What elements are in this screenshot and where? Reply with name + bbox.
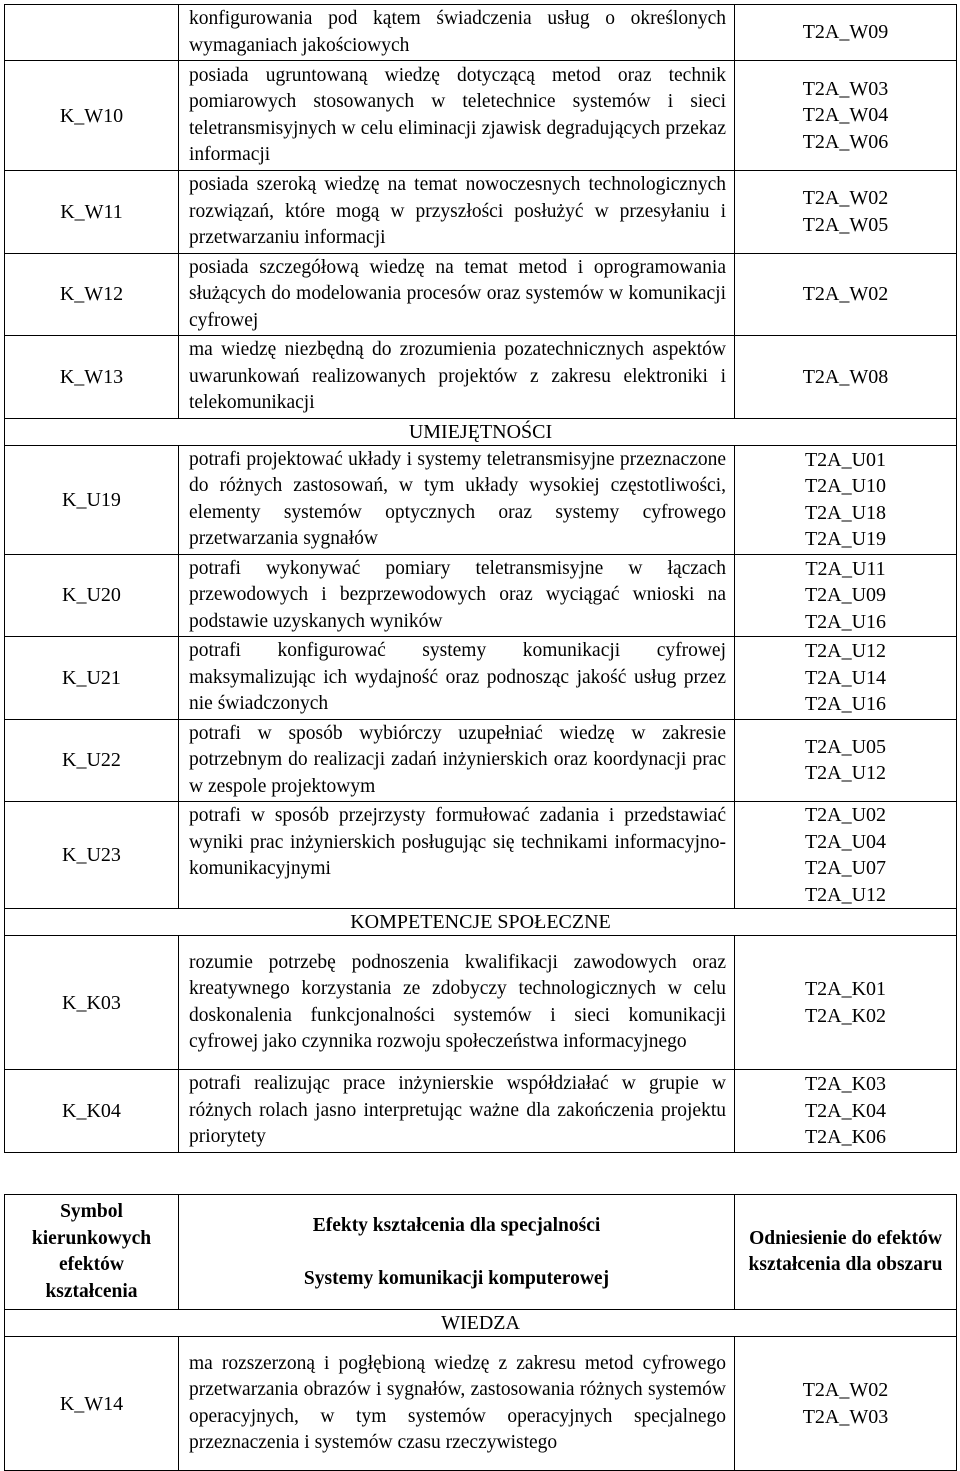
table-row (5, 1337, 957, 1471)
area-code: T2A_K03 (804, 1073, 887, 1095)
header-gap (185, 1239, 728, 1265)
outcome-symbol: K_U20 (5, 554, 179, 637)
area-code: T2A_K01 (804, 978, 887, 1000)
area-code: T2A_U05 (804, 735, 887, 758)
area-codes (735, 719, 957, 802)
area-code: T2A_W02 (802, 283, 889, 305)
outcome-symbol: K_W13 (5, 336, 179, 419)
outcome-symbol: K_W11 (5, 171, 179, 254)
area-code: T2A_W04 (802, 104, 889, 127)
area-code: T2A_U11 (805, 557, 886, 580)
outcome-symbol: K_K04 (5, 1070, 179, 1153)
outcome-description: posiada szczegółową wiedzę na temat metod i oprogramowania służących do modelowania procesów oraz systemów w komunikacji cyfrowej (179, 253, 735, 336)
area-codes (735, 936, 957, 1070)
area-code: T2A_U16 (804, 610, 887, 633)
table-row (5, 936, 957, 1070)
area-code: T2A_U16 (804, 693, 887, 715)
header-row (5, 1195, 957, 1310)
table-row (5, 445, 957, 554)
area-code: T2A_K06 (804, 1126, 887, 1148)
section-title-social: KOMPETENCJE SPOŁECZNE (5, 909, 957, 936)
area-codes (735, 554, 957, 637)
area-codes (735, 637, 957, 720)
area-code: T2A_W05 (802, 213, 889, 236)
outcome-description: potrafi realizując prace inżynierskie współdziałać w grupie w różnych rolach jasno interpretując ważne dla zakończenia projektu priorytety (179, 1070, 735, 1153)
table-row (5, 336, 957, 419)
table-row (5, 5, 957, 61)
section-row (5, 418, 957, 445)
table-row (5, 1070, 957, 1153)
table-row (5, 802, 957, 909)
outcome-description: posiada ugruntowaną wiedzę dotyczącą metod oraz technik pomiarowych stosowanych w teletechnice systemów i sieci teletransmisyjnych w celu eliminacji zjawisk degradujących przekaz informacji (179, 61, 735, 171)
header-outcomes (179, 1195, 735, 1310)
area-code: T2A_U01 (804, 448, 887, 471)
area-code: T2A_U19 (804, 528, 887, 550)
area-code: T2A_W02 (802, 187, 889, 210)
area-code: T2A_K02 (804, 1004, 887, 1027)
outcome-description: ma wiedzę niezbędną do zrozumienia pozatechnicznych aspektów uwarunkowań realizowanych projektów z zakresu elektroniki i telekomunikacji (179, 336, 735, 419)
area-code: T2A_U12 (804, 883, 887, 906)
section-row (5, 1310, 957, 1337)
area-code: T2A_U12 (804, 640, 887, 662)
outcome-symbol: K_W12 (5, 253, 179, 336)
outcome-symbol: K_K03 (5, 936, 179, 1070)
area-code: T2A_W09 (802, 21, 889, 44)
area-code: T2A_U02 (804, 804, 887, 826)
table-row (5, 719, 957, 802)
outcome-symbol: K_U21 (5, 637, 179, 720)
area-code: T2A_W03 (802, 77, 889, 100)
area-codes (735, 5, 957, 61)
table-row (5, 554, 957, 637)
header-reference: Odniesienie do efektów kształcenia dla obszaru (735, 1195, 957, 1310)
area-codes (735, 445, 957, 554)
area-codes (735, 802, 957, 909)
table-row (5, 253, 957, 336)
area-code: T2A_W03 (802, 1405, 889, 1428)
area-code: T2A_U07 (804, 857, 887, 879)
outcome-description: potrafi projektować układy i systemy teletransmisyjne przeznaczone do różnych zastosowań, w tym układy wysokiej częstotliwości, elementy systemów optycznych oraz systemy cyfrowego przetwarzania sygnałów (179, 445, 735, 554)
outcome-symbol: K_U23 (5, 802, 179, 909)
outcome-description: potrafi w sposób wybiórczy uzupełniać wiedzę w zakresie potrzebnym do realizacji zadań inżynierskich oraz koordynacji prac w zespole projektowym (179, 719, 735, 802)
outcome-symbol: K_U22 (5, 719, 179, 802)
outcome-description: ma rozszerzoną i pogłębioną wiedzę z zakresu metod cyfrowego przetwarzania obrazów i sygnałów, zastosowania różnych systemów operacyjnych, w tym systemów operacyjnych specjalnego przeznaczenia i systemów czasu rzeczywistego (179, 1337, 735, 1471)
table-row (5, 61, 957, 171)
table-row (5, 171, 957, 254)
outcome-description: posiada szeroką wiedzę na temat nowoczesnych technologicznych rozwiązań, które mogą w przyszłości posłużyć w przesyłaniu i przetwarzaniu informacji (179, 171, 735, 254)
outcome-description: potrafi konfigurować systemy komunikacji cyfrowej maksymalizując ich wydajność oraz podnosząc jakość usług przez nie świadczonych (179, 637, 735, 720)
outcome-symbol: K_W14 (5, 1337, 179, 1471)
outcome-description: potrafi w sposób przejrzysty formułować zadania i przedstawiać wyniki prac inżynierskich posługując się technikami informacyjno-komunikacyjnymi (179, 802, 735, 909)
area-codes (735, 1337, 957, 1471)
outcome-symbol: K_W10 (5, 61, 179, 171)
outcome-symbol: K_U19 (5, 445, 179, 554)
outcome-description: rozumie potrzebę podnoszenia kwalifikacji zawodowych oraz kreatywnego korzystania ze zdobyczy technologicznych w celu doskonalenia funkcjonalności systemów i sieci komunikacji cyfrowej jako czynnika rozwoju społeczeństwa informacyjnego (179, 936, 735, 1070)
area-code: T2A_U12 (804, 762, 887, 785)
area-code: T2A_U09 (804, 584, 887, 606)
area-code: T2A_W02 (802, 1379, 889, 1401)
area-codes (735, 336, 957, 419)
header-outcomes-title: Efekty kształcenia dla specjalności (312, 1215, 601, 1236)
header-symbol: Symbol kierunkowych efektów kształcenia (5, 1195, 179, 1310)
area-code: T2A_U18 (804, 501, 887, 524)
area-codes (735, 1070, 957, 1153)
outcome-description: potrafi wykonywać pomiary teletransmisyjne w łączach przewodowych i bezprzewodowych oraz wyciągać wnioski na podstawie uzyskanych wyników (179, 554, 735, 637)
learning-outcomes-table (4, 4, 957, 1153)
area-code: T2A_K04 (804, 1099, 887, 1122)
section-row (5, 909, 957, 936)
outcome-symbol (5, 5, 179, 61)
section-title-knowledge: WIEDZA (5, 1310, 957, 1337)
area-codes (735, 61, 957, 171)
area-code: T2A_W06 (802, 130, 889, 153)
outcome-description: konfigurowania pod kątem świadczenia usług o określonych wymaganiach jakościowych (179, 5, 735, 61)
area-codes (735, 171, 957, 254)
specialization-outcomes-table (4, 1194, 957, 1471)
area-code: T2A_U04 (804, 830, 887, 853)
area-code: T2A_U10 (804, 475, 887, 497)
section-title-skills: UMIEJĘTNOŚCI (5, 418, 957, 445)
table-row (5, 637, 957, 720)
area-codes (735, 253, 957, 336)
area-code: T2A_U14 (804, 666, 887, 689)
area-code: T2A_W08 (802, 365, 889, 388)
header-specialization-name: Systemy komunikacji komputerowej (303, 1268, 610, 1289)
